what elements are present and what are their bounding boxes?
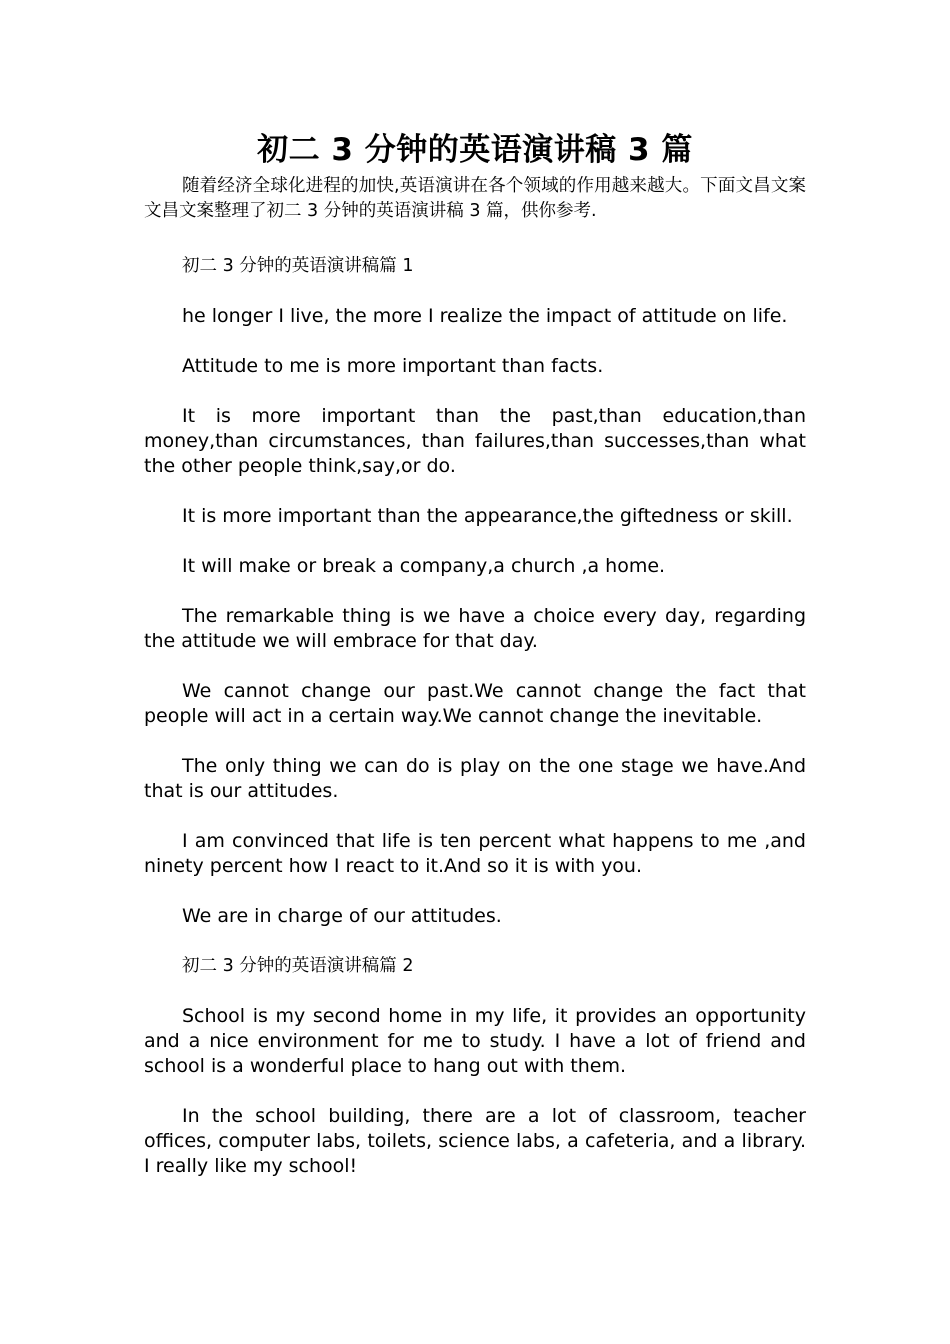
section-heading-2: 初二 3 分钟的英语演讲稿篇 2 xyxy=(182,956,414,976)
body-paragraph: It will make or break a company,a church ,a home. xyxy=(182,555,666,577)
body-paragraph: The only thing we can do is play on the one stage we have.And that is our attitudes. xyxy=(144,755,806,802)
body-paragraph: he longer I live, the more I realize the impact of attitude on life. xyxy=(182,305,788,327)
section-heading-1: 初二 3 分钟的英语演讲稿篇 1 xyxy=(182,256,414,276)
body-paragraph: Attitude to me is more important than facts. xyxy=(182,355,604,377)
body-paragraph: We are in charge of our attitudes. xyxy=(182,905,502,927)
document-page xyxy=(144,128,806,1204)
document-title: 初二 3 分钟的英语演讲稿 3 篇 xyxy=(257,132,693,168)
body-paragraph: It is more important than the appearance,the giftedness or skill. xyxy=(182,505,793,527)
intro-paragraph: 随着经济全球化进程的加快,英语演讲在各个领域的作用越来越大。下面文昌文案文昌文案整理了初二 3 分钟的英语演讲稿 3 篇，供你参考. xyxy=(144,176,806,221)
body-paragraph: School is my second home in my life, it provides an opportunity and a nice environment for me to study. I have a lot of friend and school is a wonderful place to hang out with them. xyxy=(144,1005,806,1077)
body-paragraph: The remarkable thing is we have a choice every day, regarding the attitude we will embrace for that day. xyxy=(144,605,806,652)
body-paragraph: In the school building, there are a lot of classroom, teacher offices, computer labs, toilets, science labs, a cafeteria, and a library. I really like my school! xyxy=(144,1105,806,1177)
body-paragraph: We cannot change our past.We cannot change the fact that people will act in a certain way.We cannot change the inevitable. xyxy=(144,680,806,727)
body-paragraph: I am convinced that life is ten percent what happens to me ,and ninety percent how I react to it.And so it is with you. xyxy=(144,830,806,877)
body-paragraph: It is more important than the past,than education,than money,than circumstances, than failures,than successes,than what the other people think,say,or do. xyxy=(144,405,806,477)
